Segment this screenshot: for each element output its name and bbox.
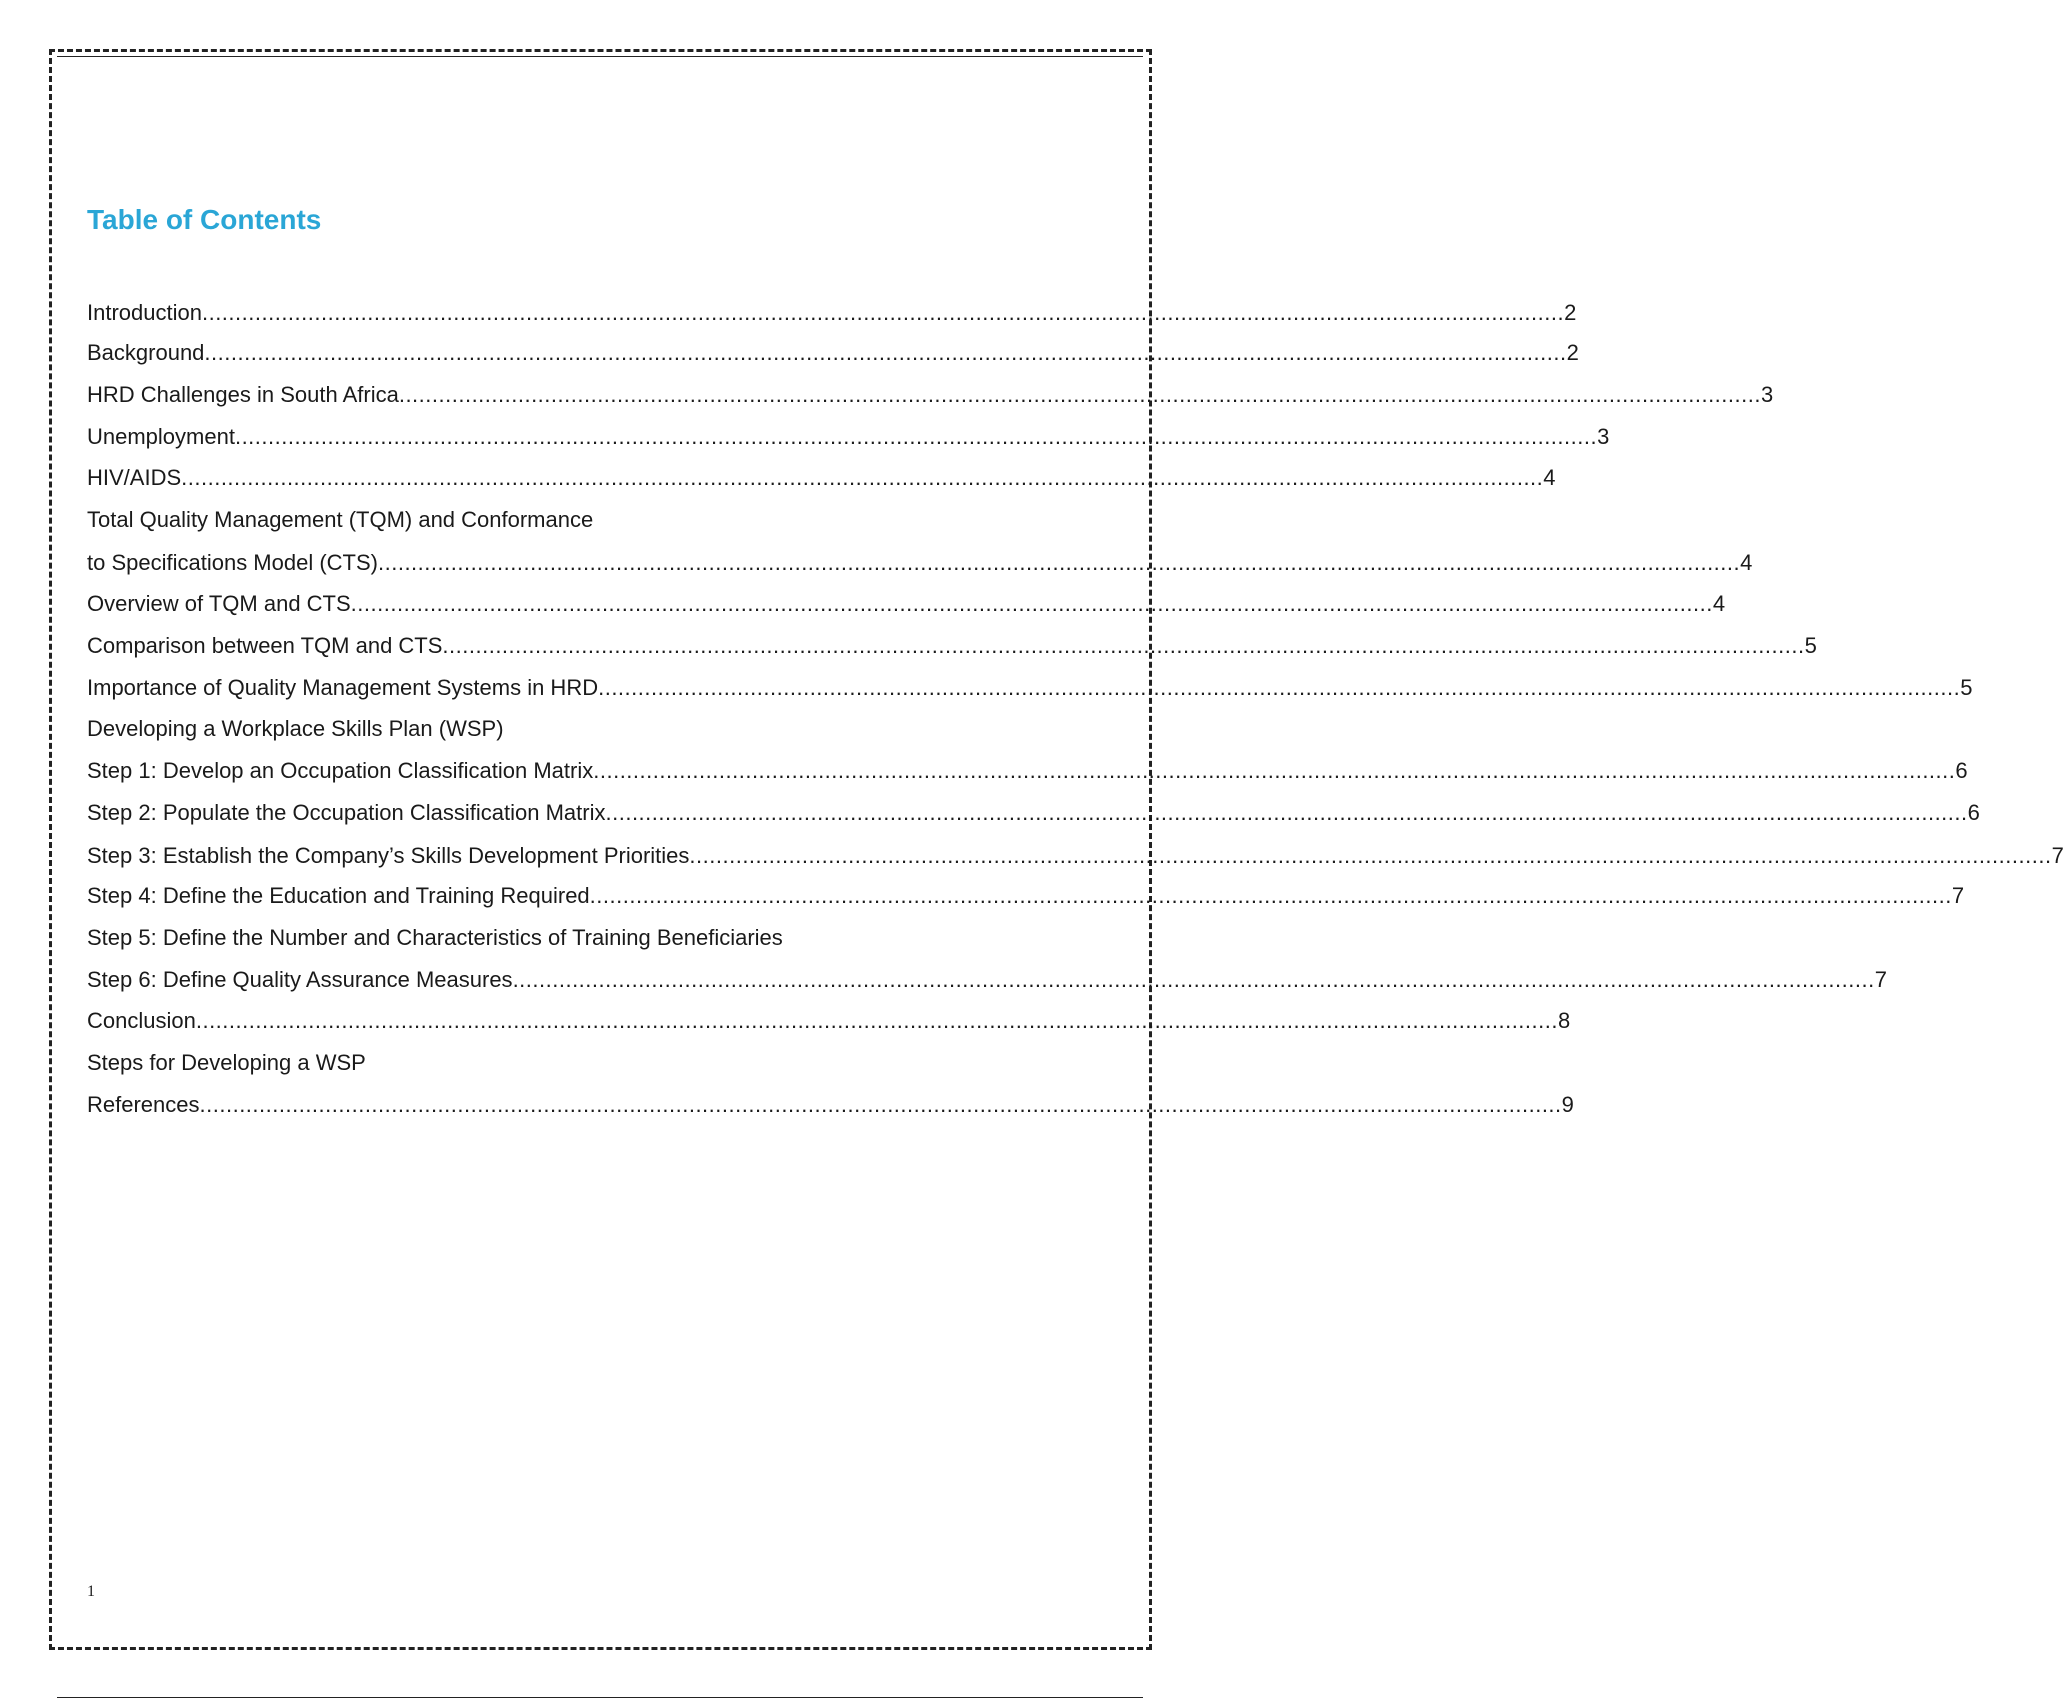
- toc-leader: ..............................................................................................................................................................................................................: [201, 300, 1565, 325]
- toc-entry-step-1[interactable]: [87, 756, 1968, 786]
- toc-entry-label: Introduction: [87, 300, 202, 325]
- toc-entry-overview-tqm-cts[interactable]: [87, 589, 1726, 619]
- toc-leader: ..............................................................................................................................................................................................................: [598, 675, 1961, 700]
- toc-leader: ..............................................................................................................................................................................................................: [234, 424, 1598, 449]
- toc-entry-label: Overview of TQM and CTS: [87, 591, 351, 616]
- toc-entry-label: Comparison between TQM and CTS: [87, 633, 443, 658]
- toc-leader: ..............................................................................................................................................................................................................: [195, 1008, 1558, 1033]
- toc-entry-label: References: [87, 1092, 200, 1117]
- toc-entry-references[interactable]: [87, 1090, 1574, 1120]
- toc-leader: ..............................................................................................................................................................................................................: [605, 800, 1968, 825]
- toc-entry-hiv-aids[interactable]: [87, 463, 1556, 493]
- toc-entry-background[interactable]: [87, 338, 1579, 368]
- toc-entry-step-5[interactable]: [87, 923, 987, 953]
- toc-entry-label: Background: [87, 340, 205, 365]
- bottom-rule: [57, 1697, 1143, 1698]
- toc-leader: ..............................................................................................................................................................................................................: [181, 465, 1544, 490]
- toc-entry-page: 9: [1561, 1092, 1574, 1117]
- toc-entry-label: Step 5: Define the Number and Characteristics of Training Beneficiaries: [87, 925, 783, 950]
- toc-entry-page: 7: [1874, 967, 1887, 992]
- toc-entry-importance-qms[interactable]: [87, 673, 1973, 703]
- toc-entry-step-2[interactable]: [87, 798, 1980, 828]
- top-rule: [57, 56, 1143, 57]
- toc-entry-introduction[interactable]: [87, 298, 1577, 328]
- toc-entry-developing-wsp[interactable]: [87, 714, 987, 744]
- toc-entry-hrd-challenges[interactable]: [87, 380, 1774, 410]
- toc-leader: ..............................................................................................................................................................................................................: [589, 883, 1952, 908]
- toc-entry-label: Importance of Quality Management Systems in HRD: [87, 675, 599, 700]
- toc-entry-label: Total Quality Management (TQM) and Conformance: [87, 507, 594, 532]
- toc-entry-page: 6: [1955, 758, 1968, 783]
- toc-entry-page: 6: [1967, 800, 1980, 825]
- toc-entry-steps-for-wsp[interactable]: [87, 1048, 987, 1078]
- toc-entry-page: 3: [1597, 424, 1610, 449]
- toc-entry-unemployment[interactable]: [87, 422, 1610, 452]
- toc-entry-page: 7: [1951, 883, 1965, 908]
- toc-entry-label: HIV/AIDS: [87, 465, 182, 490]
- toc-entry-page: 4: [1543, 465, 1556, 490]
- toc-leader: ..............................................................................................................................................................................................................: [593, 758, 1956, 783]
- toc-entry-page: 7: [2051, 843, 2064, 868]
- toc-entry-label: Step 1: Develop an Occupation Classification Matrix: [87, 758, 594, 783]
- toc-entry-step-4[interactable]: [87, 881, 1965, 911]
- toc-entry-step-6[interactable]: [87, 965, 1887, 995]
- toc-entry-page: 2: [1564, 300, 1577, 325]
- toc-title: Table of Contents: [87, 204, 322, 235]
- toc-leader: ..............................................................................................................................................................................................................: [442, 633, 1805, 658]
- toc-entry-label: Steps for Developing a WSP: [87, 1050, 366, 1075]
- toc-leader: ..............................................................................................................................................................................................................: [689, 843, 2052, 868]
- toc-entry-page: 5: [1804, 633, 1817, 658]
- toc-entry-page: 5: [1960, 675, 1973, 700]
- toc-entry-label: Step 3: Establish the Company’s Skills Development Priorities: [87, 843, 690, 868]
- toc-leader: ..............................................................................................................................................................................................................: [512, 967, 1875, 992]
- toc-entry-page: 2: [1566, 340, 1579, 365]
- toc-leader: ..............................................................................................................................................................................................................: [199, 1092, 1562, 1117]
- toc-entry-page: 8: [1557, 1008, 1571, 1033]
- toc-leader: ..............................................................................................................................................................................................................: [378, 550, 1741, 575]
- toc-leader: ..............................................................................................................................................................................................................: [398, 382, 1761, 407]
- toc-entry-label: Step 6: Define Quality Assurance Measures: [87, 967, 513, 992]
- toc-entry-label: HRD Challenges in South Africa: [87, 382, 399, 407]
- toc-entry-step-3[interactable]: [87, 841, 2064, 871]
- toc-entry-label: Developing a Workplace Skills Plan (WSP): [87, 716, 504, 741]
- page-number: 1: [87, 1583, 95, 1600]
- toc-entry-comparison-tqm-cts[interactable]: [87, 631, 1817, 661]
- toc-entry-page: 3: [1760, 382, 1774, 407]
- toc-leader: ..............................................................................................................................................................................................................: [350, 591, 1713, 616]
- toc-entry-label: Step 4: Define the Education and Training Required: [87, 883, 590, 908]
- toc-entry-label: Step 2: Populate the Occupation Classification Matrix: [87, 800, 606, 825]
- toc-entry-label: to Specifications Model (CTS): [87, 550, 378, 575]
- toc-leader: ..............................................................................................................................................................................................................: [204, 340, 1567, 365]
- toc-entry-page: 4: [1712, 591, 1726, 616]
- toc-entry-label: Conclusion: [87, 1008, 196, 1033]
- toc-entry-label: Unemployment: [87, 424, 235, 449]
- toc-entry-cts-model[interactable]: [87, 548, 1753, 578]
- toc-entry-page: 4: [1740, 550, 1753, 575]
- toc-entry-tqm-conformance[interactable]: [87, 505, 987, 535]
- toc-entry-conclusion[interactable]: [87, 1006, 1571, 1036]
